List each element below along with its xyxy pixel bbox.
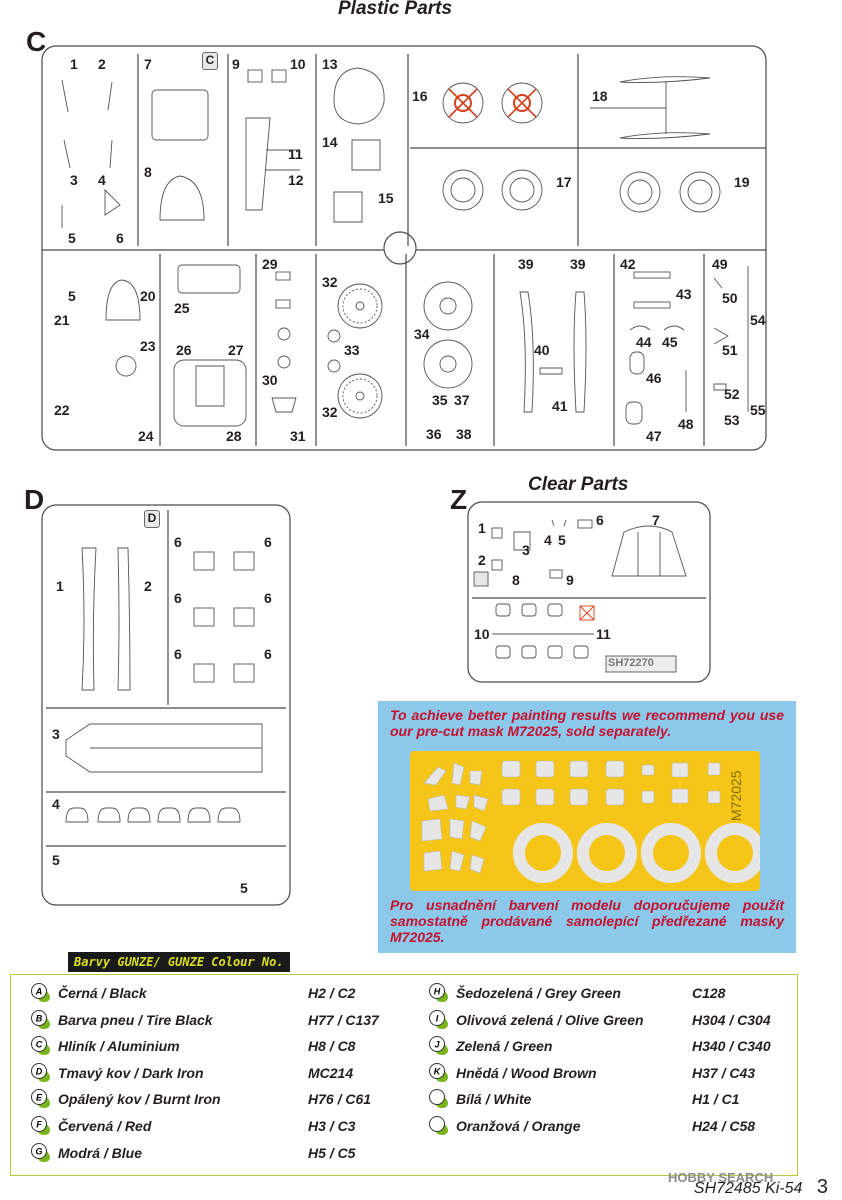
part-number: 1 bbox=[478, 520, 486, 536]
colour-code: H77 / C137 bbox=[308, 1011, 379, 1028]
colour-row bbox=[428, 1115, 808, 1137]
colour-row bbox=[428, 1035, 808, 1057]
part-number: 28 bbox=[226, 428, 242, 444]
colour-code: MC214 bbox=[308, 1064, 354, 1081]
colour-name: Modrá / Blue bbox=[58, 1144, 143, 1161]
part-number: 32 bbox=[322, 274, 338, 290]
colour-drop-icon bbox=[428, 982, 450, 1004]
part-number: 13 bbox=[322, 56, 338, 72]
colour-name: Hnědá / Wood Brown bbox=[456, 1064, 597, 1081]
colour-row bbox=[428, 1009, 808, 1031]
colour-drop-icon bbox=[30, 1142, 52, 1164]
colour-code: H5 / C5 bbox=[308, 1144, 356, 1161]
sprue-c-tag: C bbox=[202, 52, 218, 70]
part-number: 39 bbox=[570, 256, 586, 272]
part-number: 54 bbox=[750, 312, 766, 328]
colour-badge-letter: E bbox=[35, 1092, 43, 1103]
mask-note-box bbox=[378, 701, 796, 953]
colour-badge-letter: A bbox=[35, 986, 43, 997]
part-number: 12 bbox=[288, 172, 304, 188]
part-number: 14 bbox=[322, 134, 338, 150]
part-number: 8 bbox=[144, 164, 152, 180]
part-number: 4 bbox=[544, 532, 552, 548]
part-number: 53 bbox=[724, 412, 740, 428]
part-number: 6 bbox=[596, 512, 604, 528]
part-number: 10 bbox=[474, 626, 490, 642]
colour-name: Oranžová / Orange bbox=[456, 1118, 581, 1134]
part-number: 37 bbox=[454, 392, 470, 408]
colour-code: H304 / C304 bbox=[692, 1011, 771, 1028]
colour-row bbox=[30, 1142, 410, 1164]
part-number: 40 bbox=[534, 342, 550, 358]
part-number: 29 bbox=[262, 256, 278, 272]
part-number: 30 bbox=[262, 372, 278, 388]
colour-name: Šedozelená / Grey Green bbox=[456, 985, 621, 1001]
part-number: 27 bbox=[228, 342, 244, 358]
colour-name: Barva pneu / Tire Black bbox=[58, 1011, 213, 1028]
part-number: 36 bbox=[426, 426, 442, 442]
part-number: 10 bbox=[290, 56, 306, 72]
part-number: 5 bbox=[52, 852, 60, 868]
part-number: 11 bbox=[288, 146, 303, 162]
colour-row bbox=[428, 1062, 808, 1084]
colour-row bbox=[428, 982, 808, 1004]
part-number: 7 bbox=[144, 56, 152, 72]
part-number: 17 bbox=[556, 174, 572, 190]
colour-name: Bílá / White bbox=[456, 1091, 532, 1108]
colour-row bbox=[30, 1088, 410, 1110]
colour-name: Červená / Red bbox=[58, 1118, 152, 1134]
part-number: 44 bbox=[636, 334, 652, 350]
part-number: 35 bbox=[432, 392, 448, 408]
sprue-z-letter: Z bbox=[450, 484, 468, 515]
part-number: 5 bbox=[68, 230, 76, 246]
colour-drop-icon bbox=[428, 1062, 450, 1084]
colour-name: Olivová zelená / Olive Green bbox=[456, 1011, 644, 1028]
part-number: 51 bbox=[722, 342, 738, 358]
sprue-c-letter: C bbox=[26, 26, 47, 57]
page-footer bbox=[694, 1176, 828, 1199]
part-number: 42 bbox=[620, 256, 636, 272]
part-number: 34 bbox=[414, 326, 430, 342]
colour-drop-icon bbox=[30, 1009, 52, 1031]
part-number: 38 bbox=[456, 426, 472, 442]
colour-code: H8 / C8 bbox=[308, 1038, 356, 1055]
part-number: 3 bbox=[522, 542, 530, 558]
colour-header: Barvy GUNZE/ GUNZE Colour No. bbox=[68, 952, 290, 972]
part-number: 43 bbox=[676, 286, 692, 302]
colour-drop-icon bbox=[428, 1009, 450, 1031]
sprue-d-letter: D bbox=[24, 484, 45, 515]
colour-badge-letter: J bbox=[434, 1039, 440, 1050]
part-number: 20 bbox=[140, 288, 156, 304]
page-number: 3 bbox=[816, 1176, 828, 1198]
colour-badge-letter: G bbox=[35, 1146, 43, 1157]
colour-badge-letter: F bbox=[36, 1119, 42, 1130]
part-number: 6 bbox=[174, 534, 182, 550]
colour-drop-icon bbox=[428, 1088, 450, 1110]
colour-badge-letter: B bbox=[35, 1013, 43, 1024]
colour-drop-icon bbox=[428, 1035, 450, 1057]
colour-name: Zelená / Green bbox=[456, 1038, 553, 1055]
colour-code: H2 / C2 bbox=[308, 985, 356, 1001]
part-number: 6 bbox=[264, 590, 272, 606]
part-number: 5 bbox=[558, 532, 566, 548]
part-number: 2 bbox=[478, 552, 486, 568]
colour-code: H24 / C58 bbox=[692, 1118, 756, 1134]
colour-name: Hliník / Aluminium bbox=[58, 1038, 180, 1055]
part-number: 45 bbox=[662, 334, 678, 350]
part-number: 41 bbox=[552, 398, 568, 414]
model-code: SH72485 Ki-54 bbox=[693, 1180, 803, 1197]
part-number: 2 bbox=[98, 56, 106, 72]
mask-note-en: To achieve better painting results we recommend you use our pre-cut mask M72025, sold separately. bbox=[390, 707, 784, 739]
part-number: 21 bbox=[54, 312, 70, 328]
part-number: 33 bbox=[344, 342, 360, 358]
mask-shapes bbox=[410, 751, 760, 891]
mask-sheet bbox=[410, 751, 760, 891]
colour-name: Tmavý kov / Dark Iron bbox=[58, 1064, 204, 1081]
part-number: 7 bbox=[652, 512, 660, 528]
part-number: 4 bbox=[52, 796, 60, 812]
colour-code: C128 bbox=[692, 985, 726, 1001]
part-number: 8 bbox=[512, 572, 520, 588]
colour-badge-letter: D bbox=[35, 1066, 43, 1077]
part-number: 15 bbox=[378, 190, 394, 206]
mask-note-cz: Pro usnadnění barvení modelu doporučujeme použít samostatně prodávané samolepící předřezané masky M72025. bbox=[390, 897, 784, 945]
colour-row bbox=[30, 1035, 410, 1057]
colour-badge-letter: C bbox=[35, 1039, 43, 1050]
colour-drop-icon bbox=[30, 1035, 52, 1057]
colour-name: Opálený kov / Burnt Iron bbox=[58, 1091, 221, 1108]
part-number: 22 bbox=[54, 402, 70, 418]
colour-row bbox=[30, 1115, 410, 1137]
part-number: 3 bbox=[52, 726, 60, 742]
part-number: 5 bbox=[68, 288, 76, 304]
part-number: 6 bbox=[174, 590, 182, 606]
part-number: 1 bbox=[56, 578, 64, 594]
part-number: 32 bbox=[322, 404, 338, 420]
watermark: HOBBY SEARCH bbox=[668, 1170, 774, 1185]
part-number: 6 bbox=[116, 230, 124, 246]
plastic-parts-heading: Plastic Parts bbox=[338, 0, 453, 19]
part-number: 47 bbox=[646, 428, 662, 444]
part-number: 24 bbox=[138, 428, 154, 444]
colour-row bbox=[30, 1062, 410, 1084]
mask-code-label: M72025 bbox=[728, 770, 744, 821]
part-number: 4 bbox=[98, 172, 106, 188]
part-number: 39 bbox=[518, 256, 534, 272]
part-number: 5 bbox=[240, 880, 248, 896]
part-number: 49 bbox=[712, 256, 728, 272]
colour-row bbox=[30, 982, 410, 1004]
part-number: 52 bbox=[724, 386, 740, 402]
colour-code: H76 / C61 bbox=[308, 1091, 372, 1108]
colour-code: H340 / C340 bbox=[692, 1038, 771, 1055]
colour-badge-letter: I bbox=[435, 1013, 439, 1024]
part-number: 11 bbox=[596, 626, 611, 642]
colour-code: H1 / C1 bbox=[692, 1091, 740, 1108]
part-number: 6 bbox=[174, 646, 182, 662]
colour-drop-icon bbox=[30, 1062, 52, 1084]
part-number: 26 bbox=[176, 342, 192, 358]
colour-drop-icon bbox=[428, 1115, 450, 1137]
colour-name: Černá / Black bbox=[58, 985, 147, 1001]
part-number: 1 bbox=[70, 56, 78, 72]
part-number: 19 bbox=[734, 174, 750, 190]
part-number: 48 bbox=[678, 416, 694, 432]
colour-badge-letter: H bbox=[433, 986, 441, 997]
colour-drop-icon bbox=[30, 1088, 52, 1110]
colour-row bbox=[428, 1088, 808, 1110]
part-number: 2 bbox=[144, 578, 152, 594]
part-number: 9 bbox=[232, 56, 240, 72]
colour-row bbox=[30, 1009, 410, 1031]
part-number: 18 bbox=[592, 88, 608, 104]
part-number: 6 bbox=[264, 646, 272, 662]
part-number: 46 bbox=[646, 370, 662, 386]
part-number: 3 bbox=[70, 172, 78, 188]
sprue-d-tag: D bbox=[144, 510, 160, 528]
colour-drop-icon bbox=[30, 1115, 52, 1137]
clear-parts-heading: Clear Parts bbox=[528, 474, 629, 495]
part-number: 23 bbox=[140, 338, 156, 354]
part-number: 50 bbox=[722, 290, 738, 306]
part-number: 55 bbox=[750, 402, 766, 418]
colour-code: H3 / C3 bbox=[308, 1118, 356, 1134]
colour-code: H37 / C43 bbox=[692, 1064, 756, 1081]
colour-badge-letter: K bbox=[433, 1066, 441, 1077]
sprue-z-code: SH72270 bbox=[608, 657, 654, 669]
colour-drop-icon bbox=[30, 982, 52, 1004]
part-number: 31 bbox=[290, 428, 306, 444]
part-number: 9 bbox=[566, 572, 574, 588]
part-number: 6 bbox=[264, 534, 272, 550]
part-number: 25 bbox=[174, 300, 190, 316]
part-number: 16 bbox=[412, 88, 428, 104]
